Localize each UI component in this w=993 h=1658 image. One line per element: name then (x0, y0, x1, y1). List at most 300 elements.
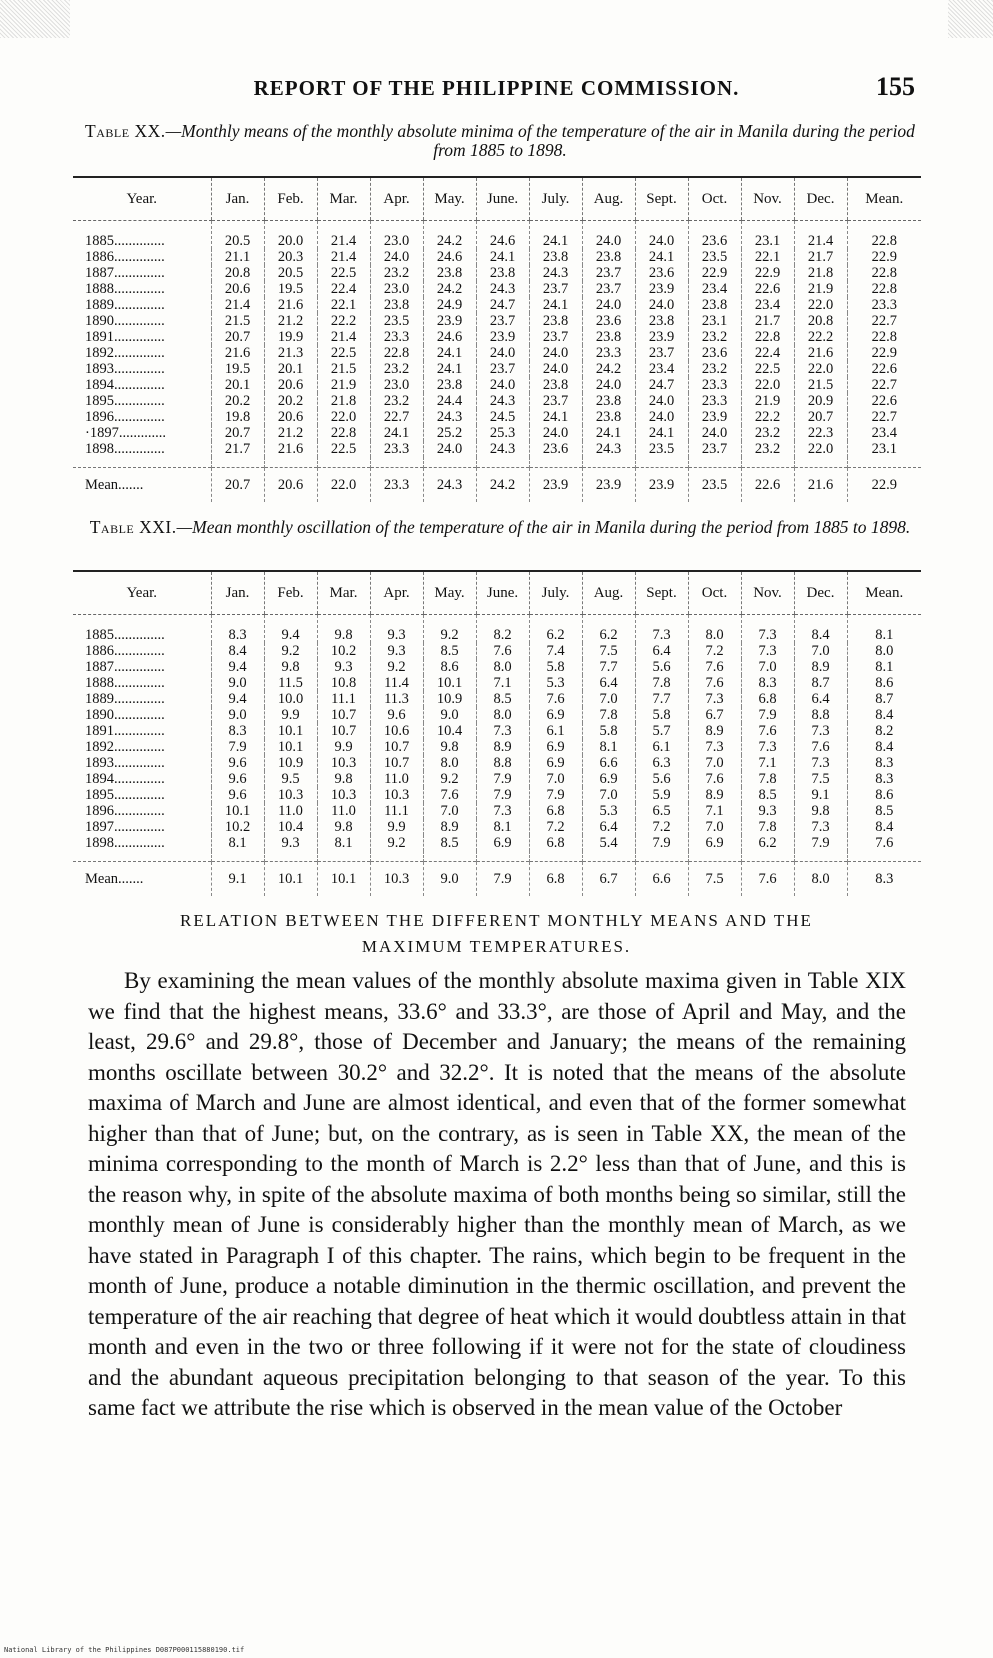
table-cell: 7.9 (476, 787, 529, 803)
table-cell: 10.3 (317, 787, 370, 803)
table-cell: 23.2 (370, 361, 423, 377)
table-cell: 8.0 (847, 643, 921, 659)
table-cell: 24.6 (423, 329, 476, 345)
table-cell: 23.8 (529, 313, 582, 329)
table-cell: 20.7 (211, 468, 264, 503)
table-cell: 10.1 (264, 739, 317, 755)
table-cell: 22.0 (317, 468, 370, 503)
table-cell: 23.9 (529, 468, 582, 503)
table-row (73, 297, 921, 313)
table-cell: 20.6 (264, 409, 317, 425)
table-cell: 24.0 (688, 425, 741, 441)
table-cell: 22.6 (741, 281, 794, 297)
table-cell: 5.6 (635, 659, 688, 675)
table-cell: 10.1 (423, 675, 476, 691)
table-cell: 10.4 (423, 723, 476, 739)
table-cell: 9.3 (370, 643, 423, 659)
table-cell: 7.3 (476, 803, 529, 819)
table-cell: 7.7 (635, 691, 688, 707)
table-cell: 20.2 (264, 393, 317, 409)
table-cell: 21.6 (264, 441, 317, 457)
column-header: May. (423, 177, 476, 221)
page-number: 155 (876, 72, 915, 101)
table-cell: 7.3 (635, 615, 688, 644)
table-cell: 22.5 (317, 265, 370, 281)
table-cell: 22.2 (794, 329, 847, 345)
column-header: Jan. (211, 177, 264, 221)
table-cell: 21.5 (794, 377, 847, 393)
column-header: July. (529, 177, 582, 221)
row-label: 1892.............. (85, 345, 165, 361)
table-cell: 7.3 (476, 723, 529, 739)
table-cell: 10.1 (264, 723, 317, 739)
table-cell: 23.8 (529, 249, 582, 265)
spacer-cell (211, 851, 264, 862)
table-cell: 5.8 (635, 707, 688, 723)
table-cell: 7.4 (529, 643, 582, 659)
table-cell: 22.0 (794, 361, 847, 377)
table-row (73, 723, 921, 739)
column-header: Mar. (317, 177, 370, 221)
spacer-cell (73, 457, 211, 468)
table-header-row (73, 177, 921, 221)
table-cell: 23.8 (582, 409, 635, 425)
column-header: Mean. (847, 177, 921, 221)
column-header: Sept. (635, 177, 688, 221)
table-cell: 20.8 (794, 313, 847, 329)
table-cell: 8.0 (423, 755, 476, 771)
table-row (73, 361, 921, 377)
table-cell: 6.9 (476, 835, 529, 851)
table-cell: 24.1 (582, 425, 635, 441)
table-row (73, 755, 921, 771)
table-cell: 19.9 (264, 329, 317, 345)
table-cell: 8.5 (423, 835, 476, 851)
table-cell: 8.1 (847, 659, 921, 675)
table-cell: 21.6 (211, 345, 264, 361)
table-cell: 20.0 (264, 221, 317, 250)
table-cell: 8.1 (582, 739, 635, 755)
table-cell: 10.9 (423, 691, 476, 707)
table-cell: 23.5 (688, 468, 741, 503)
table-cell: 25.2 (423, 425, 476, 441)
table-cell: 7.9 (794, 835, 847, 851)
table-cell: 7.9 (476, 771, 529, 787)
table-cell: 23.6 (529, 441, 582, 457)
table-cell: 9.8 (794, 803, 847, 819)
table-cell: 10.8 (317, 675, 370, 691)
table-cell: 11.1 (317, 691, 370, 707)
table-cell: 24.0 (529, 425, 582, 441)
table-cell: 7.0 (582, 691, 635, 707)
table-cell: 23.6 (688, 345, 741, 361)
table-cell: 7.6 (794, 739, 847, 755)
table-cell: 23.9 (688, 409, 741, 425)
table-cell: 22.8 (741, 329, 794, 345)
table-cell: 21.4 (317, 221, 370, 250)
spacer-cell (688, 851, 741, 862)
table-cell: 23.7 (529, 329, 582, 345)
table-cell: 23.2 (370, 393, 423, 409)
table-cell: 11.0 (370, 771, 423, 787)
table-cell: 24.1 (529, 409, 582, 425)
row-label: 1887.............. (85, 265, 165, 281)
table-cell: 23.3 (688, 393, 741, 409)
table-cell: 7.8 (635, 675, 688, 691)
table-cell: 6.9 (529, 755, 582, 771)
table-cell: 22.9 (688, 265, 741, 281)
table-cell: 22.0 (794, 297, 847, 313)
table-cell: 7.0 (688, 755, 741, 771)
table-cell: 22.0 (794, 441, 847, 457)
column-header: July. (529, 571, 582, 615)
table-cell: 9.6 (211, 771, 264, 787)
table-cell: 6.8 (529, 862, 582, 897)
table-cell: 24.1 (423, 345, 476, 361)
table-cell: 8.9 (688, 723, 741, 739)
spacer-cell (635, 457, 688, 468)
table-cell: 10.7 (317, 707, 370, 723)
table-cell: 23.1 (688, 313, 741, 329)
table-cell: 8.7 (794, 675, 847, 691)
column-header: Mean. (847, 571, 921, 615)
table-cell: 8.3 (741, 675, 794, 691)
table-cell: 8.1 (476, 819, 529, 835)
table-row (73, 393, 921, 409)
scan-artifact (948, 0, 993, 38)
table-cell: 8.7 (847, 691, 921, 707)
mean-row (73, 862, 921, 897)
table-cell: 7.9 (211, 739, 264, 755)
table-cell: 7.5 (688, 862, 741, 897)
table-row (73, 803, 921, 819)
table-cell: 24.0 (582, 377, 635, 393)
row-label: 1887.............. (85, 659, 165, 675)
table-cell: 22.6 (847, 393, 921, 409)
table-cell: 6.2 (741, 835, 794, 851)
table-cell: 23.5 (635, 441, 688, 457)
table-cell: 21.4 (317, 329, 370, 345)
table-cell: 9.8 (317, 819, 370, 835)
table-cell: 24.1 (423, 361, 476, 377)
row-label: Mean....... (73, 862, 211, 897)
spacer-cell (317, 851, 370, 862)
table-cell: 5.6 (635, 771, 688, 787)
table-cell: 7.8 (741, 819, 794, 835)
row-label: 1886.............. (85, 643, 165, 659)
table-cell: 24.2 (582, 361, 635, 377)
table-cell: 24.1 (635, 249, 688, 265)
table-cell: 21.6 (794, 468, 847, 503)
table-cell: 23.6 (635, 265, 688, 281)
table-cell: 8.6 (847, 787, 921, 803)
table-21 (73, 570, 921, 896)
table-cell: 23.8 (476, 265, 529, 281)
table-cell: 23.8 (529, 377, 582, 393)
table-row (73, 691, 921, 707)
table-20 (73, 176, 921, 502)
table-cell: 11.5 (264, 675, 317, 691)
table-cell: 24.3 (423, 409, 476, 425)
table-cell: 7.0 (688, 819, 741, 835)
table-cell: 5.9 (635, 787, 688, 803)
column-header: Mar. (317, 571, 370, 615)
table-20-caption (75, 122, 925, 160)
table-cell: 7.9 (476, 862, 529, 897)
mean-row (73, 468, 921, 503)
table-cell: 23.9 (582, 468, 635, 503)
table-cell: 20.6 (264, 377, 317, 393)
table-cell: 6.8 (529, 803, 582, 819)
table-cell: 21.2 (264, 425, 317, 441)
column-header: Feb. (264, 177, 317, 221)
table-row (73, 675, 921, 691)
table-cell: 24.0 (423, 441, 476, 457)
table-cell: 23.8 (635, 313, 688, 329)
table-cell: 9.4 (264, 615, 317, 644)
table-cell: 7.3 (741, 643, 794, 659)
table-cell: 9.6 (211, 787, 264, 803)
table-cell: 23.2 (688, 329, 741, 345)
table-cell: 23.3 (688, 377, 741, 393)
table-cell: 7.3 (794, 819, 847, 835)
table-cell: 20.1 (211, 377, 264, 393)
table-cell: 5.8 (529, 659, 582, 675)
table-cell: 11.4 (370, 675, 423, 691)
table-cell: 24.0 (476, 345, 529, 361)
table-cell: 22.5 (741, 361, 794, 377)
table-cell: 22.4 (317, 281, 370, 297)
row-label: 1889.............. (85, 691, 165, 707)
table-cell: 21.9 (317, 377, 370, 393)
table-cell: 20.6 (211, 281, 264, 297)
table-cell: 22.7 (847, 313, 921, 329)
table-cell: 19.8 (211, 409, 264, 425)
table-cell: 24.0 (529, 361, 582, 377)
table-cell: 9.3 (370, 615, 423, 644)
table-cell: 6.1 (529, 723, 582, 739)
row-label: 1885.............. (85, 627, 165, 643)
table-cell: 23.0 (370, 221, 423, 250)
table-cell: 22.1 (317, 297, 370, 313)
table-cell: 20.6 (264, 468, 317, 503)
table-cell: 24.5 (476, 409, 529, 425)
spacer-cell (847, 457, 921, 468)
column-header: Nov. (741, 571, 794, 615)
table-cell: 7.0 (582, 787, 635, 803)
section-heading (0, 908, 993, 960)
table-cell: 24.6 (476, 221, 529, 250)
table-cell: 6.9 (688, 835, 741, 851)
page-header (0, 72, 993, 112)
table-cell: 9.9 (370, 819, 423, 835)
spacer-cell (423, 457, 476, 468)
table-cell: 23.6 (582, 313, 635, 329)
table-cell: 22.6 (847, 361, 921, 377)
table-cell: 22.8 (847, 281, 921, 297)
table-cell: 5.4 (582, 835, 635, 851)
table-cell: 10.3 (264, 787, 317, 803)
table-cell: 24.2 (476, 468, 529, 503)
table-cell: 9.3 (741, 803, 794, 819)
table-cell: 6.5 (635, 803, 688, 819)
table-cell: 21.7 (211, 441, 264, 457)
table-cell: 8.4 (211, 643, 264, 659)
table-cell: 7.0 (529, 771, 582, 787)
table-cell: 7.9 (635, 835, 688, 851)
table-cell: 22.1 (741, 249, 794, 265)
column-header: Apr. (370, 571, 423, 615)
spacer-row (73, 457, 921, 468)
table-cell: 21.9 (741, 393, 794, 409)
table-cell: 9.2 (264, 643, 317, 659)
column-header: Oct. (688, 177, 741, 221)
table-cell: 7.6 (847, 835, 921, 851)
table-cell: 10.3 (370, 862, 423, 897)
table-20-label: Table XX. (85, 121, 166, 141)
row-label: 1895.............. (85, 393, 165, 409)
table-cell: 7.3 (741, 615, 794, 644)
table-cell: 23.3 (370, 468, 423, 503)
spacer-cell (794, 457, 847, 468)
table-cell: 10.1 (264, 862, 317, 897)
table-cell: 20.7 (211, 425, 264, 441)
table-cell: 10.2 (211, 819, 264, 835)
row-label: 1898.............. (85, 441, 165, 457)
scan-artifact (0, 0, 70, 38)
table-cell: 24.3 (476, 393, 529, 409)
table-cell: 9.2 (423, 771, 476, 787)
table-cell: 23.0 (370, 281, 423, 297)
table-cell: 10.1 (211, 803, 264, 819)
table-cell: 22.2 (317, 313, 370, 329)
column-header: Dec. (794, 571, 847, 615)
row-label: 1891.............. (85, 723, 165, 739)
table-cell: 9.2 (370, 835, 423, 851)
table-21-caption (75, 518, 925, 537)
table-cell: 23.3 (847, 297, 921, 313)
table-cell: 23.5 (688, 249, 741, 265)
table-cell: 22.2 (741, 409, 794, 425)
table-cell: 24.0 (635, 297, 688, 313)
body-text (88, 966, 906, 1424)
table-cell: 9.6 (211, 755, 264, 771)
table-cell: 6.2 (529, 615, 582, 644)
table-row (73, 425, 921, 441)
table-row (73, 739, 921, 755)
row-label: 1886.............. (85, 249, 165, 265)
table-cell: 23.9 (423, 313, 476, 329)
spacer-cell (529, 851, 582, 862)
table-cell: 21.1 (211, 249, 264, 265)
table-cell: 21.9 (794, 281, 847, 297)
table-cell: 8.5 (476, 691, 529, 707)
column-header: Dec. (794, 177, 847, 221)
spacer-cell (635, 851, 688, 862)
table-cell: 8.0 (476, 659, 529, 675)
table-cell: 7.6 (688, 659, 741, 675)
table-cell: 6.6 (635, 862, 688, 897)
table-cell: 22.3 (794, 425, 847, 441)
table-cell: 24.1 (370, 425, 423, 441)
table-cell: 24.1 (476, 249, 529, 265)
table-cell: 24.1 (529, 297, 582, 313)
body-paragraph: By examining the mean values of the monthly absolute maxima given in Table XIX we find that the highest means, 33.6° and 33.3°, are those of April and May, and the least, 29.6° and 29.8°, those of December and January; the means of the remaining months oscillate between 30.2° and 32.2°. It is noted that the means of the absolute maxima of March and June are almost identical, and even that of the former somewhat higher than that of June; but, on the contrary, as is seen in Table XX, the mean of the minima corresponding to the month of March is 2.2° less than that of June, and this is the reason why, in spite of the absolute maxima of both months being so similar, still the monthly mean of June is considerably higher than the monthly mean of March, as we have stated in Paragraph I of this chapter. The rains, which begin to be frequent in the month of June, produce a notable diminution in the thermic oscillation, and prevent the temperature of the air reaching that degree of heat which it would doubtless attain in that month and even in the two or three following if it were not for the state of cloudiness and the abundant aqueous precipitation belonging to that season of the year. To this same fact we attribute the rise which is observed in the mean value of the October (88, 968, 906, 1420)
table-cell: 11.0 (317, 803, 370, 819)
table-row (73, 707, 921, 723)
table-cell: 7.3 (741, 739, 794, 755)
table-cell: 7.3 (688, 691, 741, 707)
table-row (73, 771, 921, 787)
table-cell: 22.9 (847, 468, 921, 503)
table-cell: 9.6 (370, 707, 423, 723)
table-cell: 24.4 (423, 393, 476, 409)
table-cell: 8.5 (423, 643, 476, 659)
table-cell: 23.9 (476, 329, 529, 345)
table-cell: 24.3 (529, 265, 582, 281)
table-cell: 23.8 (423, 377, 476, 393)
table-cell: 8.6 (423, 659, 476, 675)
table-cell: 7.9 (741, 707, 794, 723)
table-cell: 20.9 (794, 393, 847, 409)
table-cell: 20.2 (211, 393, 264, 409)
table-cell: 7.1 (741, 755, 794, 771)
table-cell: 9.9 (317, 739, 370, 755)
table-cell: 10.6 (370, 723, 423, 739)
table-cell: 9.8 (264, 659, 317, 675)
table-cell: 25.3 (476, 425, 529, 441)
table-cell: 7.0 (741, 659, 794, 675)
table-row (73, 377, 921, 393)
table-row (73, 329, 921, 345)
row-label: ·1897............. (85, 425, 166, 441)
row-label: 1888.............. (85, 281, 165, 297)
table-cell: 23.3 (370, 441, 423, 457)
table-cell: 23.7 (476, 313, 529, 329)
table-cell: 22.7 (847, 377, 921, 393)
table-cell: 24.0 (635, 221, 688, 250)
table-cell: 10.1 (317, 862, 370, 897)
table-cell: 23.3 (370, 329, 423, 345)
table-cell: 22.0 (317, 409, 370, 425)
table-cell: 24.0 (582, 297, 635, 313)
table-cell: 9.1 (211, 862, 264, 897)
table-cell: 6.9 (529, 707, 582, 723)
table-cell: 10.2 (317, 643, 370, 659)
table-cell: 23.2 (741, 441, 794, 457)
row-label: 1896.............. (85, 803, 165, 819)
table-row (73, 249, 921, 265)
row-label: 1896.............. (85, 409, 165, 425)
column-header: June. (476, 177, 529, 221)
column-header: June. (476, 571, 529, 615)
table-cell: 22.5 (317, 345, 370, 361)
table-cell: 7.7 (582, 659, 635, 675)
scan-footer: National Library of the Philippines D087P000115880190.tif (4, 1646, 245, 1654)
spacer-cell (264, 851, 317, 862)
row-label: 1895.............. (85, 787, 165, 803)
column-header: Apr. (370, 177, 423, 221)
table-cell: 6.4 (582, 819, 635, 835)
table-cell: 9.4 (211, 691, 264, 707)
table-cell: 5.3 (529, 675, 582, 691)
row-label: 1893.............. (85, 361, 165, 377)
table-cell: 23.1 (741, 221, 794, 250)
table-cell: 24.1 (529, 221, 582, 250)
table-20-caption-text: —Monthly means of the monthly absolute minima of the temperature of the air in Manila during the period from 1885 to 1898. (165, 121, 915, 160)
table-cell: 23.7 (582, 265, 635, 281)
table-cell: 8.3 (847, 755, 921, 771)
